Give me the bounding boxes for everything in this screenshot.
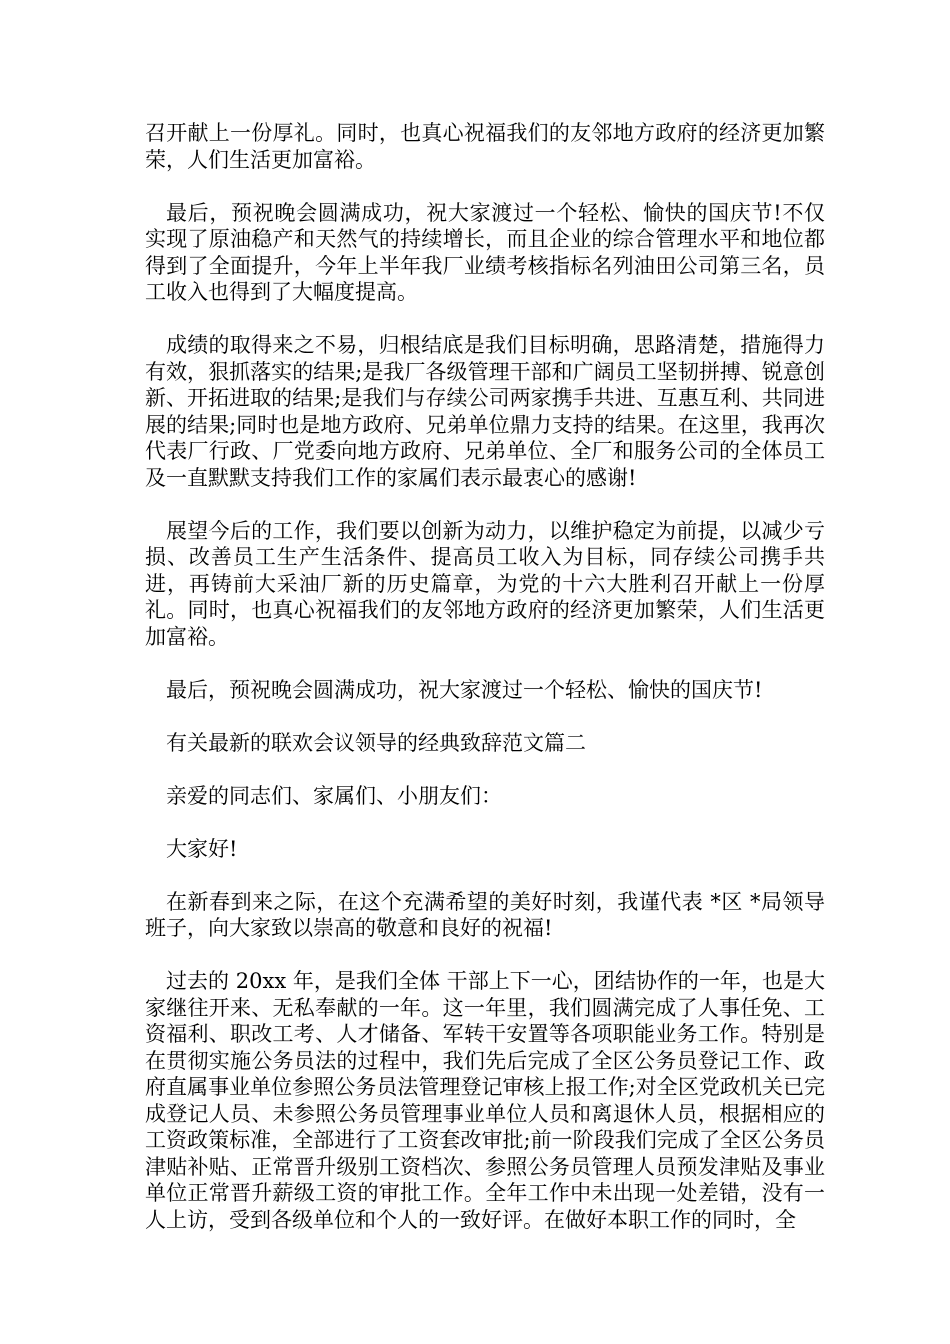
paragraph-3: 成绩的取得来之不易，归根结底是我们目标明确，思路清楚，措施得力有效，狠抓落实的结果;是我厂各级管理干部和广阔员工坚韧拼搏、锐意创新、开拓进取的结果;是我们与存续公司两家携手共进、互惠互利、共同进展的结果;同时也是地方政府、兄弟单位鼎力支持的结果。在这里，我再次代表厂行政、厂党委向地方政府、兄弟单位、全厂和服务公司的全体员工及一直默默支持我们工作的家属们表示最衷心的感谢! — [145, 333, 825, 490]
document-page — [145, 120, 825, 1260]
paragraph-1: 召开献上一份厚礼。同时，也真心祝福我们的友邻地方政府的经济更加繁荣，人们生活更加富裕。 — [145, 121, 825, 172]
section-heading: 有关最新的联欢会议领导的经典致辞范文篇二 — [166, 730, 586, 755]
paragraph-2: 最后，预祝晚会圆满成功，祝大家渡过一个轻松、愉快的国庆节!不仅实现了原油稳产和天然气的持续增长，而且企业的综合管理水平和地位都得到了全面提升，今年上半年我厂业绩考核指标名列油田公司第三名，员工收入也得到了大幅度提高。 — [145, 200, 825, 304]
paragraph-4: 展望今后的工作，我们要以创新为动力，以维护稳定为前提，以减少亏损、改善员工生产生活条件、提高员工收入为目标，同存续公司携手共进，再铸前大采油厂新的历史篇章，为党的十六大胜利召开献上一份厚礼。同时，也真心祝福我们的友邻地方政府的经济更加繁荣，人们生活更加富裕。 — [145, 518, 825, 649]
paragraph-5: 最后，预祝晚会圆满成功，祝大家渡过一个轻松、愉快的国庆节! — [166, 677, 763, 702]
salutation: 亲爱的同志们、家属们、小朋友们： — [166, 783, 502, 808]
paragraph-10: 过去的 20xx 年，是我们全体 干部上下一心，团结协作的一年，也是大家继往开来、无私奉献的一年。这一年里，我们圆满完成了人事任免、工资福利、职改工考、人才储备、军转干安置等各项职能业务工作。特别是在贯彻实施公务员法的过程中，我们先后完成了全区公务员登记工作、政府直属事业单位参照公务员法管理登记审核上报工作;对全区党政机关已完成登记人员、未参照公务员管理事业单位人员和离退休人员，根据相应的工资政策标准，全部进行了工资套改审批;前一阶段我们完成了全区公务员津贴补贴、正常晋升级别工资档次、参照公务员管理人员预发津贴及事业单位正常晋升薪级工资的审批工作。全年工作中未出现一处差错，没有一人上访，受到各级单位和个人的一致好评。在做好本职工作的同时，全 — [145, 969, 825, 1232]
paragraph-9: 在新春到来之际，在这个充满希望的美好时刻，我谨代表 *区 *局领导班子，向大家致以崇高的敬意和良好的祝福! — [145, 889, 825, 940]
greeting: 大家好! — [166, 836, 238, 861]
